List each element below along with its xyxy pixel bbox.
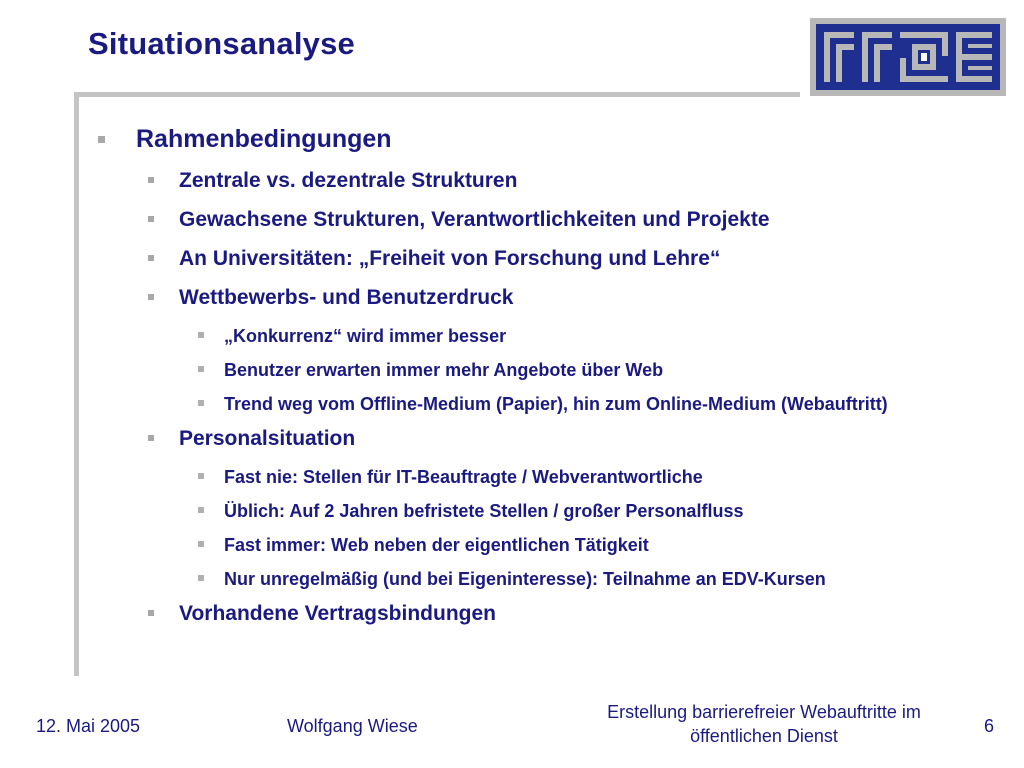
list-item: Gewachsene Strukturen, Verantwortlichkeiten und Projekte	[96, 207, 936, 232]
bullet-square-icon	[148, 610, 154, 616]
list-item: Nur unregelmäßig (und bei Eigeninteresse): Teilnahme an EDV-Kursen	[96, 567, 936, 591]
list-item: Fast nie: Stellen für IT-Beauftragte / Webverantwortliche	[96, 465, 936, 489]
footer-title-line2: öffentlichen Dienst	[690, 726, 838, 746]
bullet-square-icon	[148, 294, 154, 300]
bullet-square-icon	[148, 216, 154, 222]
bullet-square-icon	[98, 136, 105, 143]
rrze-logo-icon	[810, 18, 1006, 96]
bullet-list	[96, 124, 936, 640]
footer-date: 12. Mai 2005	[36, 716, 141, 736]
list-item: Trend weg vom Offline-Medium (Papier), hin zum Online-Medium (Webauftritt)	[96, 392, 936, 416]
bullet-square-icon	[198, 541, 204, 547]
header-rule	[74, 92, 800, 97]
list-item: Vorhandene Vertragsbindungen	[96, 601, 936, 626]
page-number: 6	[984, 716, 995, 736]
footer-author: Wolfgang Wiese	[287, 716, 418, 736]
list-item: Benutzer erwarten immer mehr Angebote über Web	[96, 358, 936, 382]
bullet-square-icon	[198, 473, 204, 479]
bullet-square-icon	[148, 255, 154, 261]
bullet-square-icon	[198, 332, 204, 338]
bullet-square-icon	[148, 435, 154, 441]
bullet-square-icon	[198, 400, 204, 406]
list-item: Fast immer: Web neben der eigentlichen Tätigkeit	[96, 533, 936, 557]
list-item: Wettbewerbs- und Benutzerdruck	[96, 285, 936, 310]
list-item: Rahmenbedingungen	[96, 124, 936, 154]
footer-presentation-title	[578, 700, 950, 748]
bullet-square-icon	[198, 366, 204, 372]
list-item: Zentrale vs. dezentrale Strukturen	[96, 168, 936, 193]
bullet-square-icon	[198, 507, 204, 513]
slide-title: Situationsanalyse	[88, 26, 355, 61]
left-rule	[74, 92, 79, 676]
footer-title-line1: Erstellung barrierefreier Webauftritte im	[607, 702, 921, 722]
bullet-square-icon	[198, 575, 204, 581]
list-item: Üblich: Auf 2 Jahren befristete Stellen / großer Personalfluss	[96, 499, 936, 523]
list-item: An Universitäten: „Freiheit von Forschung und Lehre“	[96, 246, 936, 271]
list-item: Personalsituation	[96, 426, 936, 451]
list-item: „Konkurrenz“ wird immer besser	[96, 324, 936, 348]
bullet-square-icon	[148, 177, 154, 183]
